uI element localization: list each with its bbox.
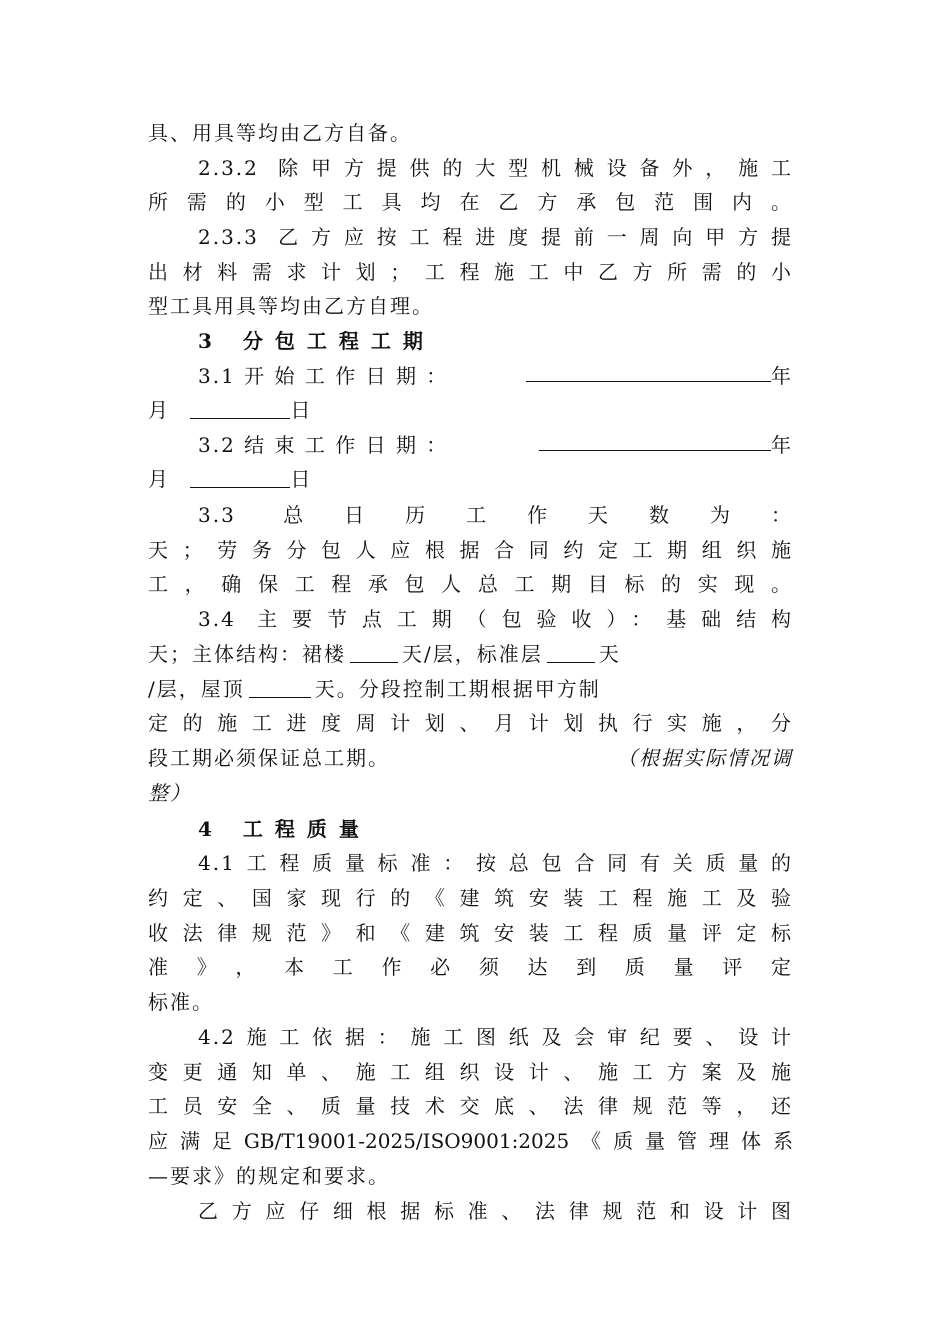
paragraph-line: 变更通知单、施工组织设计、施工方案及施	[148, 1060, 793, 1084]
italic-note: 整）	[148, 781, 192, 805]
clause-3-2	[198, 428, 793, 462]
text-segment: 天	[598, 642, 621, 666]
paragraph-line: —要求》的规定和要求。	[148, 1164, 390, 1188]
blank-line	[190, 396, 290, 419]
paragraph-line	[148, 672, 793, 706]
text-segment: 天；主体结构：裙楼	[148, 642, 346, 666]
clause-3-1	[198, 359, 793, 393]
date-label: 日	[290, 398, 313, 422]
date-label: 月	[148, 398, 170, 422]
clause-3-3: 3.3 总日历工作天数为：	[198, 503, 793, 527]
date-label: 日	[290, 467, 313, 491]
date-label: 月	[148, 467, 170, 491]
paragraph-line	[148, 741, 793, 775]
paragraph-line: 乙方应仔细根据标准、法律规范和设计图	[198, 1199, 793, 1223]
clause-2-3-3: 2.3.3 乙方应按工程进度提前一周向甲方提	[198, 225, 793, 249]
paragraph-line	[148, 637, 793, 671]
section-heading-3: 3 分包工程工期	[198, 329, 435, 353]
paragraph-line: 约定、国家现行的《建筑安装工程施工及验	[148, 886, 793, 910]
clause-label: 3.2 结 束 工 作 日 期 ：	[198, 433, 449, 457]
blank-line	[547, 640, 595, 663]
blank-line	[539, 428, 771, 451]
blank-line	[190, 465, 290, 488]
date-line	[148, 462, 793, 496]
clause-4-1: 4.1工程质量标准：按总包合同有关质量的	[198, 851, 793, 875]
blank-line	[526, 359, 771, 382]
paragraph-line: 定的施工进度周计划、月计划执行实施，分	[148, 711, 793, 735]
blank-line	[350, 640, 398, 663]
clause-suffix: 年	[771, 364, 793, 388]
paragraph-line: 工，确保工程承包人总工期目标的实现。	[148, 572, 793, 596]
paragraph-line: 标准。	[148, 990, 214, 1014]
clause-4-2: 4.2施工依据：施工图纸及会审纪要、设计	[198, 1025, 793, 1049]
paragraph-line: 应满足GB/T19001-2025/ISO9001:2025《质量管理体系	[148, 1129, 793, 1153]
paragraph-line: 收法律规范》和《建筑安装工程质量评定标	[148, 921, 793, 945]
paragraph-line: 天；劳务分包人应根据合同约定工期组织施	[148, 538, 793, 562]
paragraph-line: 出材料需求计划；工程施工中乙方所需的小	[148, 260, 793, 284]
clause-3-4: 3.4 主要节点工期（包验收）：基础结构	[198, 607, 793, 631]
paragraph-line: 所需的小型工具均在乙方承包范围内。	[148, 190, 793, 214]
text-segment: 天。分段控制工期根据甲方制	[314, 677, 601, 701]
clause-suffix: 年	[771, 433, 793, 457]
italic-note: （根据实际情况调	[617, 746, 793, 770]
blank-line	[249, 675, 311, 698]
paragraph-line: 型工具用具等均由乙方自理。	[148, 294, 434, 318]
text-segment: 段工期必须保证总工期。	[148, 746, 390, 770]
date-line	[148, 393, 793, 427]
clause-2-3-2: 2.3.2 除甲方提供的大型机械设备外，施工	[198, 156, 793, 180]
text-segment: /层，屋顶	[148, 677, 245, 701]
text-segment: 天/层，标准层	[402, 642, 543, 666]
section-heading-4: 4 工程质量	[198, 817, 371, 841]
paragraph-line: 准》，本工作必须达到质量评定	[148, 955, 793, 979]
clause-label: 3.1 开 始 工 作 日 期 ：	[198, 364, 449, 388]
paragraph-line: 工员安全、质量技术交底、法律规范等，还	[148, 1094, 793, 1118]
paragraph-line: 具、用具等均由乙方自备。	[148, 121, 412, 145]
